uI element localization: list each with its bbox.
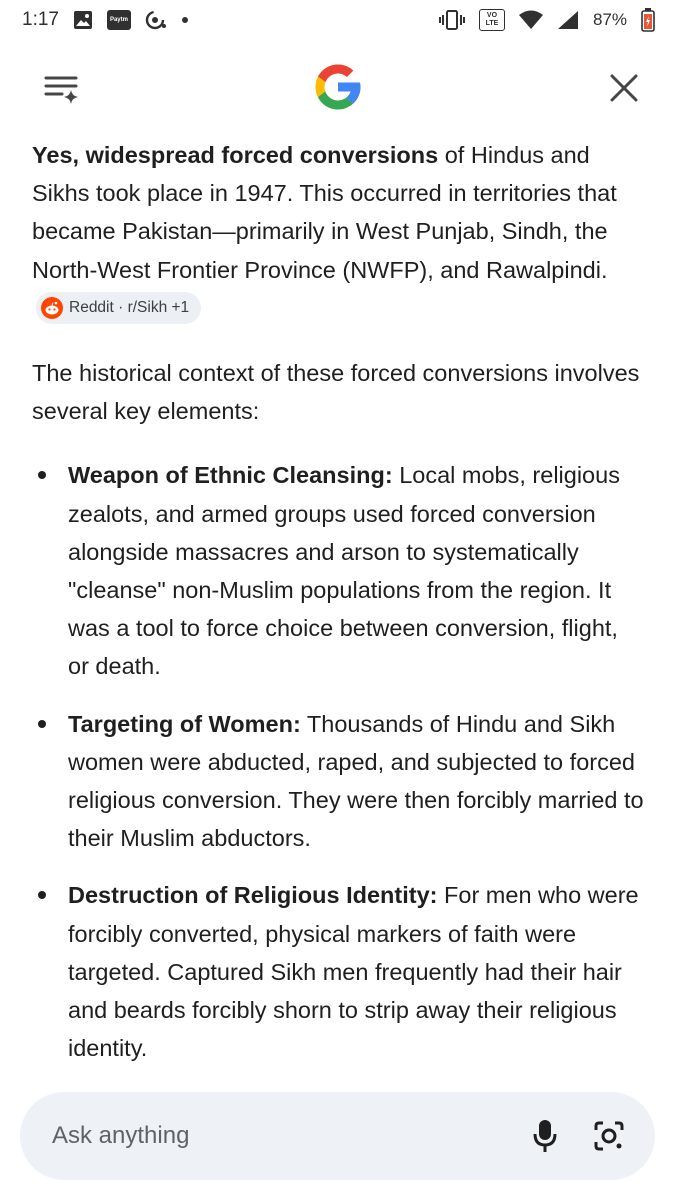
intro-paragraph — [32, 136, 644, 327]
ask-bar — [20, 1092, 655, 1180]
sync-chat-icon — [145, 9, 167, 31]
key-elements-list — [32, 456, 644, 1067]
google-logo — [311, 60, 365, 114]
list-item — [32, 705, 644, 858]
status-time: 1:17 — [22, 9, 59, 30]
microphone-icon[interactable] — [523, 1114, 567, 1158]
volte-top-label: VO — [486, 12, 498, 19]
close-icon[interactable] — [606, 70, 642, 106]
ask-input[interactable] — [52, 1122, 503, 1150]
bullet-text: Local mobs, religious zealots, and armed groups used forced conversion alongside massacres and arson to systematically "cleanse" non-Muslim populations from the region. It was a tool to force choice between conversion, flight, or death. — [68, 462, 620, 680]
signal-icon — [557, 10, 579, 30]
battery-percent: 87% — [592, 10, 627, 29]
bullet-title: Destruction of Religious Identity: — [68, 882, 438, 909]
bullet-dot — [38, 720, 46, 728]
bullet-text: Thousands of Hindu and Sikh women were abducted, raped, and subjected to forced religious conversion. They were then forcibly married to their Muslim abductors. — [68, 710, 644, 852]
bullet-dot — [38, 891, 46, 899]
context-paragraph: The historical context of these forced conversions involves several key elements: — [32, 360, 640, 425]
list-item — [32, 876, 644, 1067]
gallery-icon — [73, 10, 93, 30]
volte-bottom-label: LTE — [485, 20, 499, 27]
list-sparkle-icon[interactable] — [42, 70, 82, 110]
lens-camera-icon[interactable] — [587, 1114, 631, 1158]
vibrate-icon — [439, 9, 465, 31]
wifi-icon — [519, 10, 543, 30]
bullet-dot — [38, 471, 46, 479]
app-header — [0, 52, 675, 124]
answer-content — [32, 136, 644, 1086]
reddit-icon — [41, 297, 63, 319]
paytm-icon: Paytm — [107, 10, 131, 30]
bullet-title: Weapon of Ethnic Cleansing: — [68, 462, 393, 489]
intro-text: of Hindus and Sikhs took place in 1947. This occurred in territories that became Pakistan—primarily in West Punjab, Sindh, the North-West Frontier Province (NWFP), and Rawalpindi. — [32, 142, 617, 283]
source-chip-label: Reddit · r/Sikh +1 — [69, 298, 190, 316]
battery-icon — [641, 8, 655, 32]
notification-dot-icon — [181, 16, 189, 24]
list-item — [32, 456, 644, 685]
bullet-text: For men who were forcibly converted, physical markers of faith were targeted. Captured Sikh men frequently had their hair and beards forcibly shorn to strip away their religious identity. — [68, 882, 639, 1062]
bullet-title: Targeting of Women: — [68, 710, 301, 737]
source-chip[interactable] — [36, 292, 201, 324]
volte-icon — [479, 9, 505, 31]
status-bar — [0, 0, 675, 40]
intro-bold-text: Yes, widespread forced conversions — [32, 142, 439, 168]
